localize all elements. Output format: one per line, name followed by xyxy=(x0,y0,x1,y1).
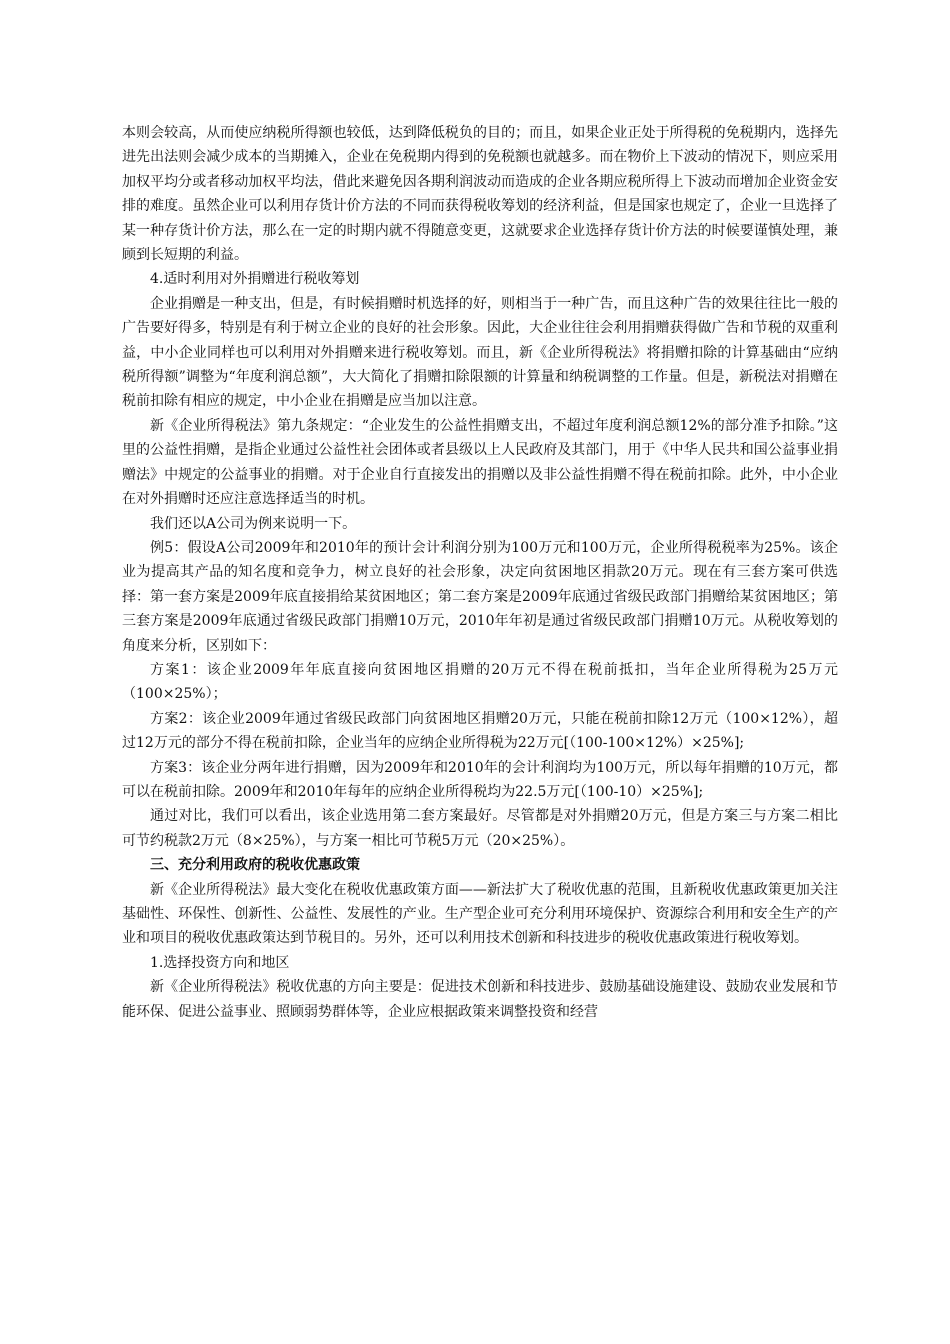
paragraph-donation-intro: 企业捐赠是一种支出，但是，有时候捐赠时机选择的好，则相当于一种广告，而且这种广告的效果往往比一般的广告要好得多，特别是有利于树立企业的良好的社会形象。因此，大企业往往会利用捐赠获得做广告和节税的双重利益，中小企业同样也可以利用对外捐赠来进行税收筹划。而且，新《企业所得税法》将捐赠扣除的计算基础由“应纳税所得额”调整为“年度利润总额”，大大简化了捐赠扣除限额的计算量和纳税调整的工作量。但是，新税法对捐赠在税前扣除有相应的规定，中小企业在捐赠是应当加以注意。 xyxy=(122,295,838,410)
paragraph-article-nine: 新《企业所得税法》第九条规定：“企业发生的公益性捐赠支出，不超过年度利润总额12%的部分准予扣除。”这里的公益性捐赠，是指企业通过公益性社会团体或者县级以上人民政府及其部门，用于《中华人民共和国公益事业捐赠法》中规定的公益事业的捐赠。对于企业自行直接发出的捐赠以及非公益性捐赠不得在税前扣除。此外，中小企业在对外捐赠时还应注意选择适当的时机。 xyxy=(122,417,838,508)
paragraph-comparison: 通过对比，我们可以看出，该企业选用第二套方案最好。尽管都是对外捐赠20万元，但是方案三与方案二相比可节约税款2万元（8×25%），与方案一相比可节税5万元（20×25%）。 xyxy=(122,808,838,849)
paragraph-example-5: 例5：假设A公司2009年和2010年的预计会计利润分别为100万元和100万元，企业所得税税率为25%。该企业为提高其产品的知名度和竞争力，树立良好的社会形象，决定向贫困地区捐款20万元。现在有三套方案可供选择：第一套方案是2009年底直接捐给某贫困地区；第二套方案是2009年底通过省级民政部门捐赠给某贫困地区；第三套方案是2009年底通过省级民政部门捐赠10万元，2010年年初是通过省级民政部门捐赠10万元。从税收筹划的角度来分析，区别如下： xyxy=(122,539,838,654)
paragraph-example-lead: 我们还以A公司为例来说明一下。 xyxy=(150,515,357,532)
subheading-donation-planning: 4.适时利用对外捐赠进行税收筹划 xyxy=(150,271,360,288)
subheading-investment-direction: 1.选择投资方向和地区 xyxy=(150,954,290,971)
paragraph-plan-1: 方案1：该企业2009年年底直接向贫困地区捐赠的20万元不得在税前抵扣，当年企业所得税为25万元（100×25%）； xyxy=(122,661,838,703)
document-page xyxy=(122,121,838,1024)
paragraph-investment-direction: 新《企业所得税法》税收优惠的方向主要是：促进技术创新和科技进步、鼓励基础设施建设、鼓励农业发展和节能环保、促进公益事业、照顾弱势群体等，企业应根据政策来调整投资和经营 xyxy=(122,979,838,1020)
paragraph-plan-3: 方案3：该企业分两年进行捐赠，因为2009年和2010年的会计利润均为100万元，所以每年捐赠的10万元，都可以在税前扣除。2009年和2010年每年的应纳企业所得税均为22.5万元[（100-10）×25%]; xyxy=(122,759,838,800)
paragraph-plan-2: 方案2：该企业2009年通过省级民政部门向贫困地区捐赠20万元，只能在税前扣除12万元（100×12%），超过12万元的部分不得在税前扣除，企业当年的应纳企业所得税为22万元[（100-100×12%）×25%]; xyxy=(122,710,838,752)
section-heading-tax-incentives: 三、充分利用政府的税收优惠政策 xyxy=(150,857,360,874)
paragraph-tax-incentives-intro: 新《企业所得税法》最大变化在税收优惠政策方面——新法扩大了税收优惠的范围，且新税收优惠政策更加关注基础性、环保性、创新性、公益性、发展性的产业。生产型企业可充分利用环境保护、资源综合利用和安全生产的产业和项目的税收优惠政策达到节税目的。另外，还可以利用技术创新和科技进步的税收优惠政策进行税收筹划。 xyxy=(122,881,838,947)
paragraph-inventory-valuation-continued: 本则会较高，从而使应纳税所得额也较低，达到降低税负的目的；而且，如果企业正处于所得税的免税期内，选择先进先出法则会减少成本的当期摊入，企业在免税期内得到的免税额也就越多。而在物价上下波动的情况下，则应采用加权平均分或者移动加权平均法，借此来避免因各期利润波动而造成的企业各期应税所得上下波动而增加企业资金安排的难度。虽然企业可以利用存货计价方法的不同而获得税收筹划的经济利益，但是国家也规定了，企业一旦选择了某一种存货计价方法，那么在一定的时期内就不得随意变更，这就要求企业选择存货计价方法的时候要谨慎处理，兼顾到长短期的利益。 xyxy=(122,125,838,264)
